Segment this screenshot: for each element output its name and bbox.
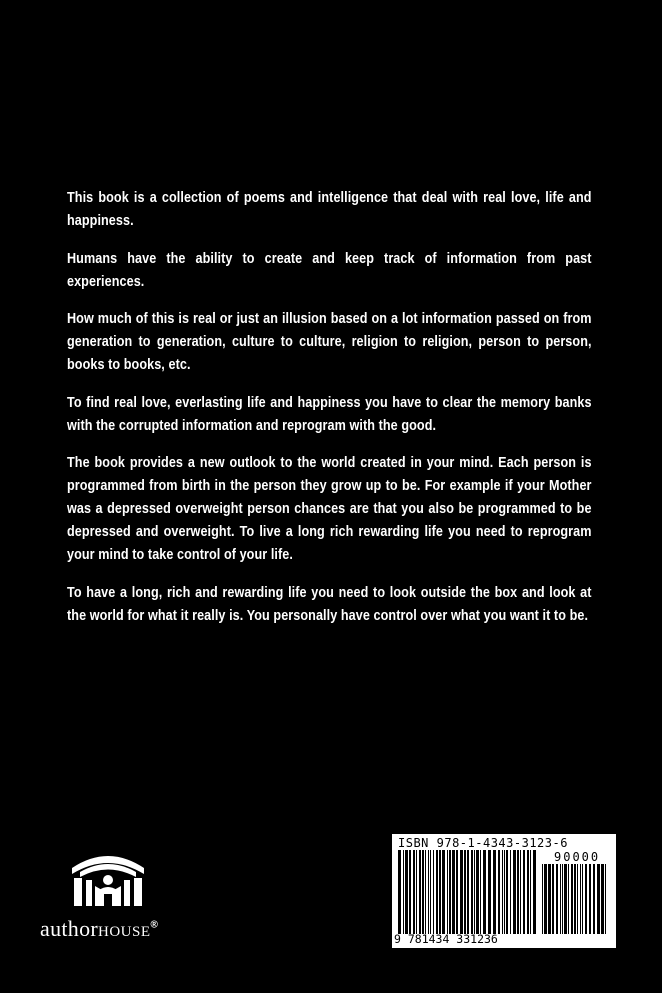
ean-barcode-bars: [398, 850, 538, 934]
isbn-barcode: [392, 834, 616, 948]
blurb-paragraph-4: To find real love, everlasting life and happiness you have to clear the memory banks with the corrupted information and reprogram with the good.: [67, 393, 592, 434]
authorhouse-logo-icon: [66, 850, 150, 910]
blurb-paragraph-5: The book provides a new outlook to the world created in your mind. Each person is programmed from birth in the person they grow up to be. For example if your Mother was a depressed overweight person chances are that you also be programmed to be depressed and overweight. To live a long rich rewarding life you need to reprogram your mind to take control of your life.: [67, 454, 592, 563]
blurb-paragraph-3: How much of this is real or just an illusion based on a lot information passed on from generation to generation, culture to culture, religion to religion, person to person, books to books, etc.: [67, 310, 592, 373]
publisher-name-upper: HOUSE: [98, 924, 151, 940]
publisher-logo: [40, 850, 190, 950]
publisher-name: [40, 916, 200, 942]
registered-mark: ®: [150, 919, 159, 931]
isbn-label: ISBN 978-1-4343-3123-6: [398, 836, 568, 850]
blurb-paragraph-1: This book is a collection of poems and intelligence that deal with real love, life and happiness.: [67, 189, 592, 229]
addon-barcode-bars: [542, 864, 608, 934]
publisher-name-lower: author: [40, 916, 99, 941]
blurb-text: [67, 186, 592, 641]
blurb-paragraph-2: Humans have the ability to create and keep track of information from past experiences.: [67, 249, 592, 290]
price-code: 90000: [554, 850, 601, 864]
ean-digits: 9 781434 331236: [394, 932, 498, 946]
blurb-paragraph-6: To have a long, rich and rewarding life you need to look outside the box and look at the world for what it really is. You personally have control over what you want it to be.: [67, 583, 592, 624]
